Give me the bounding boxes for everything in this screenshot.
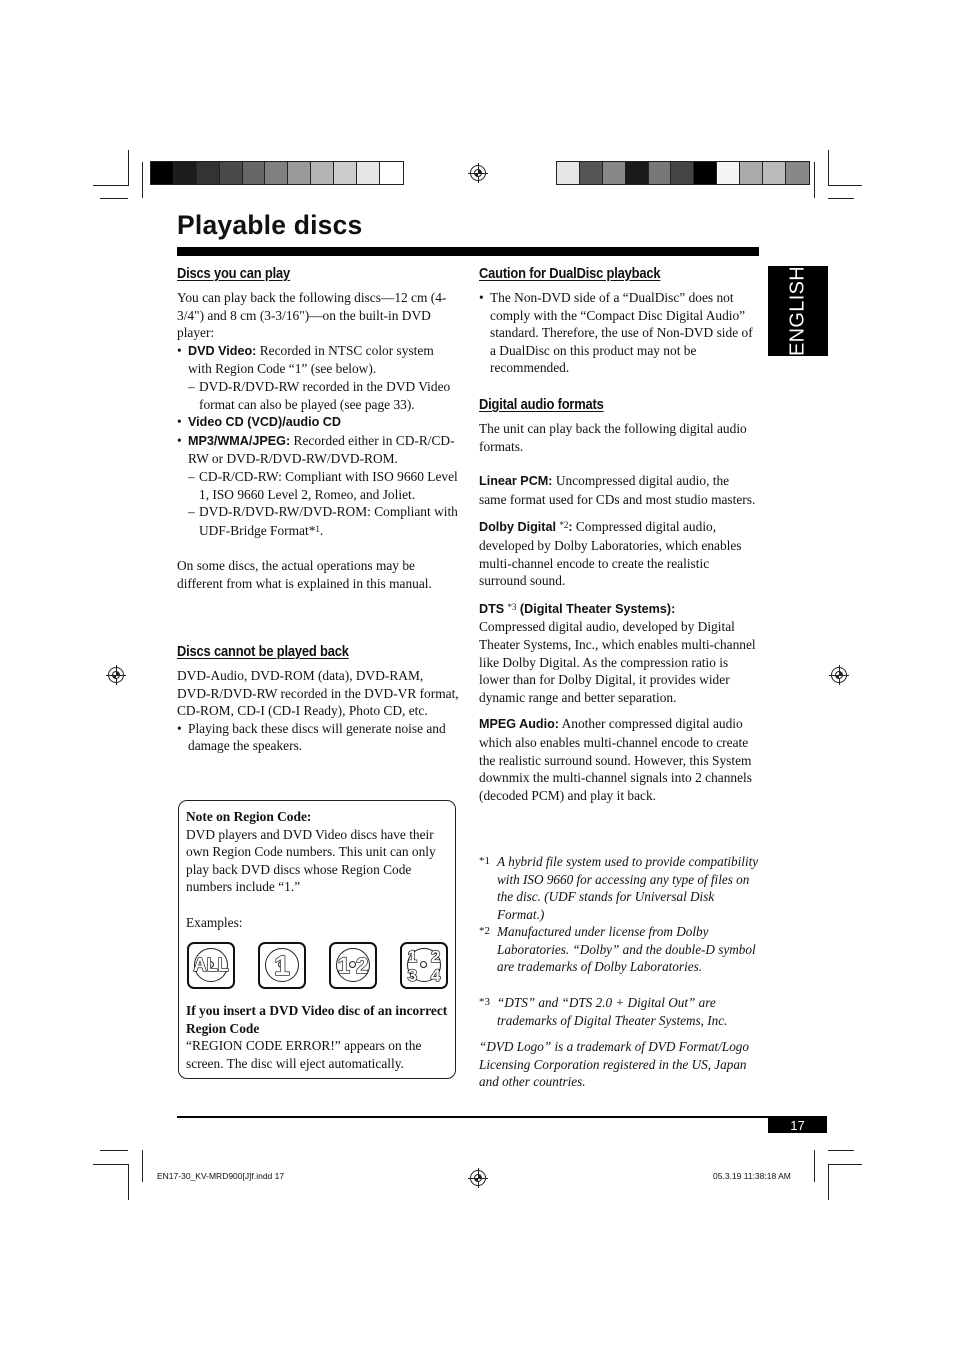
color-swatch (174, 162, 197, 184)
page-title: Playable discs (177, 210, 363, 240)
region-code-warning (186, 1002, 452, 1072)
region-1-2-icon (329, 942, 377, 989)
region-icon-label: 1 2 (337, 952, 369, 978)
term: Video CD (VCD)/audio CD (188, 415, 341, 430)
color-swatch (357, 162, 380, 184)
page-number: 17 (768, 1118, 827, 1133)
list-item: • Playing back these discs will generate noise and damage the speakers. (177, 720, 459, 755)
paragraph: You can play back the following discs—12 cm (4-3/4") and 8 cm (3-3/16")—on the built-in DVD player: (177, 290, 447, 341)
registration-mark-icon (831, 667, 847, 683)
region-icon-label: 1 (274, 949, 290, 981)
section-heading-digital-audio: Digital audio formats (479, 396, 604, 413)
list-item: • The Non-DVD side of a “DualDisc” does not comply with the “Compact Disc Digital Audio” standard. Therefore, the use of Non-DVD side of a DualDisc on this product may not be recommended. (479, 289, 757, 377)
format-dolby-digital (479, 517, 759, 589)
crop-mark (142, 162, 143, 198)
color-swatch (694, 162, 717, 184)
term-text: Uncompressed digital audio, the same format used for CDs and most studio masters. (479, 473, 756, 507)
paragraph: Compressed digital audio, developed by Digital Theater Systems, Inc., which enables multi-channel like Dolby Digital. As the compression ratio is lower than for Dolby Digital, it provides wider dynamic range and better separation. (479, 619, 756, 705)
footnote-text: A hybrid file system used to provide compatibility with ISO 9660 for accessing any type of files on the disc. (UDF stands for Universal Disk Format.) (497, 854, 759, 923)
region-1-icon (258, 942, 306, 989)
paragraph: On some discs, the actual operations may be different from what is explained in this manual. (177, 558, 432, 591)
color-swatch (786, 162, 809, 184)
color-swatch (717, 162, 740, 184)
paragraph: DVD players and DVD Video discs have their own Region Code numbers. This unit can only play back DVD discs whose Region Code numbers include “1.” (186, 826, 436, 895)
language-tab (768, 266, 828, 356)
section-heading-discs-you-can-play: Discs you can play (177, 265, 291, 282)
term-text: Recorded either in CD-R/CD-RW or DVD-R/DVD-RW/DVD-ROM. (188, 432, 455, 467)
color-swatch (197, 162, 220, 184)
file-slug: EN17-30_KV-MRD900[J]f.indd 17 (157, 1171, 285, 1181)
crop-mark (814, 1150, 815, 1182)
footnote-text: “DTS” and “DTS 2.0 + Digital Out” are trademarks of Digital Theater Systems, Inc. (497, 995, 728, 1028)
punctuation: . (319, 522, 324, 538)
crop-mark (100, 198, 128, 199)
format-mpeg-audio (479, 715, 759, 804)
crop-mark (828, 1150, 854, 1151)
caution-body (479, 289, 757, 377)
crop-mark (814, 162, 815, 198)
footnote-mark: *1 (479, 855, 490, 867)
crop-mark (93, 1164, 129, 1165)
color-swatch (740, 162, 763, 184)
language-tab-label: ENGLISH (786, 266, 809, 356)
color-swatch (649, 162, 672, 184)
color-swatch (243, 162, 266, 184)
term: DVD Video: (188, 343, 257, 358)
trademark-note: “DVD Logo” is a trademark of DVD Format/Logo Licensing Corporation registered in the US, Japan and other countries. (479, 1039, 749, 1090)
color-swatch (151, 162, 174, 184)
color-swatch (557, 162, 580, 184)
color-swatch (626, 162, 649, 184)
footnote (479, 994, 761, 1029)
color-swatch (311, 162, 334, 184)
color-swatch (763, 162, 786, 184)
paragraph: “REGION CODE ERROR!” appears on the screen. The disc will eject automatically. (186, 1038, 422, 1071)
registration-mark-icon (470, 1170, 486, 1186)
format-dts (479, 599, 759, 619)
crop-mark (828, 198, 854, 199)
section-heading-discs-cannot: Discs cannot be played back (177, 643, 349, 660)
crop-mark (128, 1164, 129, 1200)
color-swatch (580, 162, 603, 184)
discs-you-can-play-body (177, 289, 459, 593)
note-heading: Note on Region Code: (186, 809, 312, 824)
section-heading-caution-dualdisc: Caution for DualDisc playback (479, 265, 661, 282)
bottom-rule (177, 1116, 827, 1118)
term-text: Recorded in NTSC color system with Region Code “1” (see below). (188, 342, 434, 377)
term: (Digital Theater Systems): (519, 601, 676, 616)
discs-cannot-body (177, 667, 459, 755)
examples-label: Examples: (186, 914, 243, 930)
color-swatch (220, 162, 243, 184)
crop-mark (100, 1150, 128, 1151)
footnote-mark: *3 (479, 996, 490, 1008)
crop-mark (128, 150, 129, 186)
list-item (177, 413, 459, 432)
term: DTS (479, 601, 505, 616)
paragraph: DVD-Audio, DVD-ROM (data), DVD-RAM, DVD-R/DVD-RW recorded in the DVD-VR format, CD-ROM, CD-I (CD-I Ready), Photo CD, etc. (177, 668, 459, 719)
sub-list-item (177, 503, 459, 539)
footnote-mark: *2 (559, 520, 569, 531)
footnote-mark: 1 (315, 523, 320, 534)
warning-heading: If you insert a DVD Video disc of an incorrect Region Code (186, 1003, 448, 1036)
title-rule (177, 247, 759, 256)
crop-mark (828, 185, 862, 186)
list-item (177, 432, 459, 468)
footnote-mark: *2 (479, 925, 490, 937)
grayscale-bar-left (150, 161, 404, 185)
footnote (479, 853, 761, 924)
term: MPEG Audio: (479, 717, 559, 732)
term: MP3/WMA/JPEG: (188, 433, 291, 448)
region-all-icon (187, 942, 235, 989)
crop-mark (828, 1164, 862, 1165)
color-swatch (603, 162, 626, 184)
term-text: Compressed digital audio, developed by Dolby Laboratories, which enables multi-channel encode to create the realistic surround sound. (479, 519, 742, 589)
list-item (177, 342, 459, 378)
grayscale-bar-right (556, 161, 810, 185)
sub-list-item: – DVD-R/DVD-RW recorded in the DVD Video format can also be played (see page 33). (177, 378, 459, 413)
region-icon-label: ALL (193, 955, 229, 975)
crop-mark (828, 1164, 829, 1200)
registration-mark-icon (108, 667, 124, 683)
sub-list-text: DVD-R/DVD-RW/DVD-ROM: Compliant with UDF-Bridge Format* (199, 504, 458, 538)
footnote-text: Manufactured under license from Dolby Laboratories. “Dolby” and the double-D symbol are trademarks of Dolby Laboratories. (497, 924, 756, 975)
footnote-mark: *3 (507, 601, 517, 612)
term-colon: : (568, 520, 573, 535)
region-code-note-body (186, 808, 452, 932)
color-swatch (265, 162, 288, 184)
term-text: Another compressed digital audio which also enables multi-channel encode to create the realistic surround sound. However, this System downmix the multi-channel signals into 2 channels (decoded PCM) and play it back. (479, 716, 752, 803)
digital-audio-body (479, 420, 759, 804)
region-icon-label: 1 2 3 4 (407, 946, 441, 985)
timestamp-slug: 05.3.19 11:38:18 AM (713, 1171, 791, 1181)
crop-mark (142, 1150, 143, 1182)
registration-mark-icon (470, 165, 486, 181)
format-linear-pcm (479, 472, 759, 508)
term: Linear PCM: (479, 474, 553, 489)
color-swatch (334, 162, 357, 184)
crop-mark (93, 185, 129, 186)
color-swatch (380, 162, 403, 184)
sub-list-item: – CD-R/CD-RW: Compliant with ISO 9660 Level 1, ISO 9660 Level 2, Romeo, and Joliet. (177, 468, 459, 503)
paragraph: The unit can play back the following digital audio formats. (479, 421, 747, 454)
term: Dolby Digital (479, 520, 556, 535)
region-1-2-3-4-icon (400, 942, 448, 989)
crop-mark (828, 150, 829, 186)
color-swatch (288, 162, 311, 184)
color-swatch (671, 162, 694, 184)
footnote (479, 923, 761, 976)
